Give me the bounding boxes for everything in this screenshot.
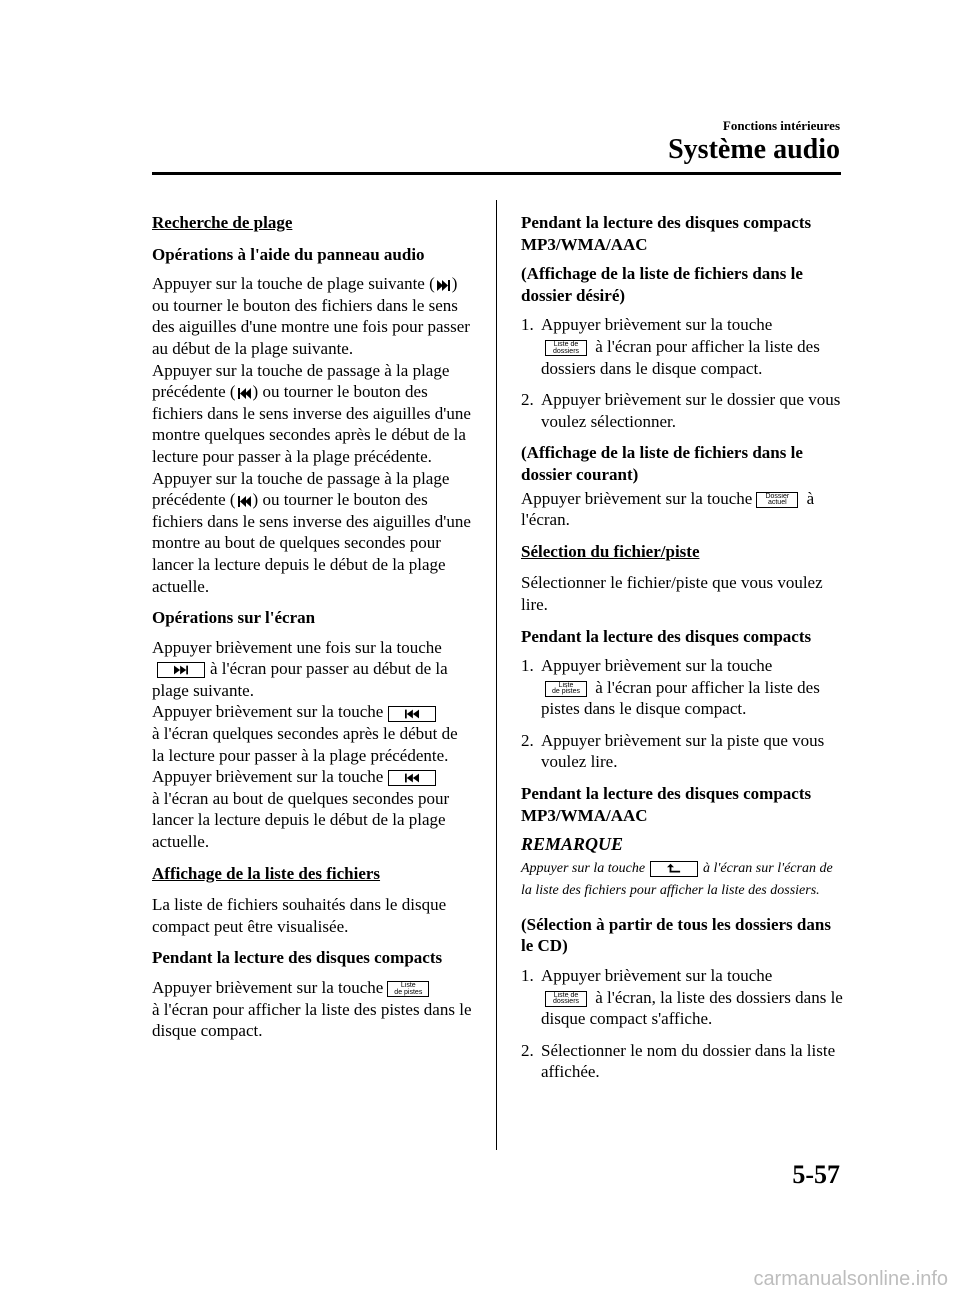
previous-track-icon [238, 495, 251, 508]
header-rule [152, 172, 841, 175]
list-item: 2. Appuyer brièvement sur la piste que vous voulez lire. [521, 730, 825, 772]
paragraph-panel-operations: Appuyer sur la touche de plage suivante ( ) ou tourner le bouton des fichiers dans le sens des aiguilles d'une montre une fois pour passer au début de la plage suivante. Appuyer sur la touche de passage à la plage précédente ( ) ou tourner le bouton des fichiers dans le sens inverse des aiguilles d'une montre quelques secondes après le début de la lecture pour passer à la plage précédente. Appuyer sur la touche de passage à la plage précédente ( ) ou tourner le bouton des fichiers dans le sens inverse des aiguilles d'une montre au bout de quelques secondes pour lancer la lecture depuis le début de la plage actuelle. [152, 274, 471, 596]
list-item: 1. Appuyer brièvement sur la touche Liste de dossiers à l'écran pour afficher la liste des dossiers dans le disque compact. [521, 315, 820, 378]
track-list-button-icon: Liste de pistes [387, 981, 429, 997]
list-item: 2. Appuyer brièvement sur le dossier que vous voulez sélectionner. [521, 390, 841, 431]
heading-current-folder: (Affichage de la liste de fichiers dans le dossier courant) [521, 443, 803, 484]
folder-list-button-icon: Liste de dossiers [545, 991, 587, 1007]
folder-list-button-icon: Liste de dossiers [545, 340, 587, 356]
list-item: 2. Sélectionner le nom du dossier dans la liste affichée. [521, 1040, 836, 1082]
heading-cd-playback: Pendant la lecture des disques compacts [152, 948, 443, 968]
note-text: Appuyer sur la touche à l'écran sur l'écran de la liste des fichiers pour afficher la liste des dossiers. [521, 860, 833, 898]
track-list-button-icon: Liste de pistes [545, 681, 587, 697]
page-number: 5-57 [792, 1160, 840, 1189]
right-column [521, 212, 843, 1093]
next-track-button-icon [157, 662, 205, 678]
watermark: carmanualsonline.info [753, 1268, 948, 1290]
paragraph-file-track-selection: Sélectionner le fichier/piste que vous voulez lire. [521, 573, 823, 614]
heading-desired-folder: (Affichage de la liste de fichiers dans le dossier désiré) [521, 264, 803, 305]
column-divider [496, 200, 497, 1150]
heading-file-track-selection: Sélection du fichier/piste [521, 541, 700, 561]
paragraph-file-list: La liste de fichiers souhaités dans le disque compact peut être visualisée. [152, 895, 447, 936]
previous-track-icon [238, 387, 251, 400]
current-folder-button-icon: Dossier actuel [756, 492, 798, 508]
header-section-label: Fonctions intérieures [722, 118, 840, 133]
page-title: Système audio [668, 134, 840, 165]
heading-panel-operations: Opérations à l'aide du panneau audio [152, 244, 425, 264]
heading-file-list-display: Affichage de la liste des fichiers [152, 863, 381, 883]
folder-up-button-icon [650, 861, 698, 877]
paragraph-cd-track-list: Appuyer brièvement sur la touche Liste de pistes à l'écran pour afficher la liste des pistes dans le disque compact. [152, 978, 472, 1041]
next-track-icon [437, 279, 450, 292]
paragraph-screen-operations: Appuyer brièvement une fois sur la touche à l'écran pour passer au début de la plage suivante. Appuyer brièvement sur la touche à l'écran quelques secondes après le début de la lecture pour passer à la plage précédente. Appuyer brièvement sur la touche à l'écran au bout de quelques secondes pour lancer la lecture depuis le début de la plage actuelle. [152, 637, 458, 852]
heading-screen-operations: Opérations sur l'écran [152, 608, 316, 628]
heading-all-folders: (Sélection à partir de tous les dossiers dans le CD) [521, 914, 831, 956]
list-item: 1. Appuyer brièvement sur la touche Liste de pistes à l'écran pour afficher la liste des pistes dans le disque compact. [521, 656, 820, 719]
note-title: REMARQUE [521, 834, 624, 855]
heading-track-search: Recherche de plage [152, 213, 293, 232]
list-item: 1. Appuyer brièvement sur la touche Liste de dossiers à l'écran, la liste des dossiers dans le disque compact s'affiche. [521, 966, 843, 1029]
heading-mp3-playback: Pendant la lecture des disques compacts MP3/WMA/AAC [521, 784, 812, 825]
previous-track-button-icon [388, 770, 436, 786]
paragraph-current-folder: Appuyer brièvement sur la touche Dossier actuel à l'écran. [521, 488, 815, 530]
previous-track-button-icon [388, 706, 436, 722]
left-column [152, 212, 474, 1052]
heading-mp3-playback: Pendant la lecture des disques compacts MP3/WMA/AAC [521, 213, 812, 254]
heading-cd-playback: Pendant la lecture des disques compacts [521, 626, 812, 646]
